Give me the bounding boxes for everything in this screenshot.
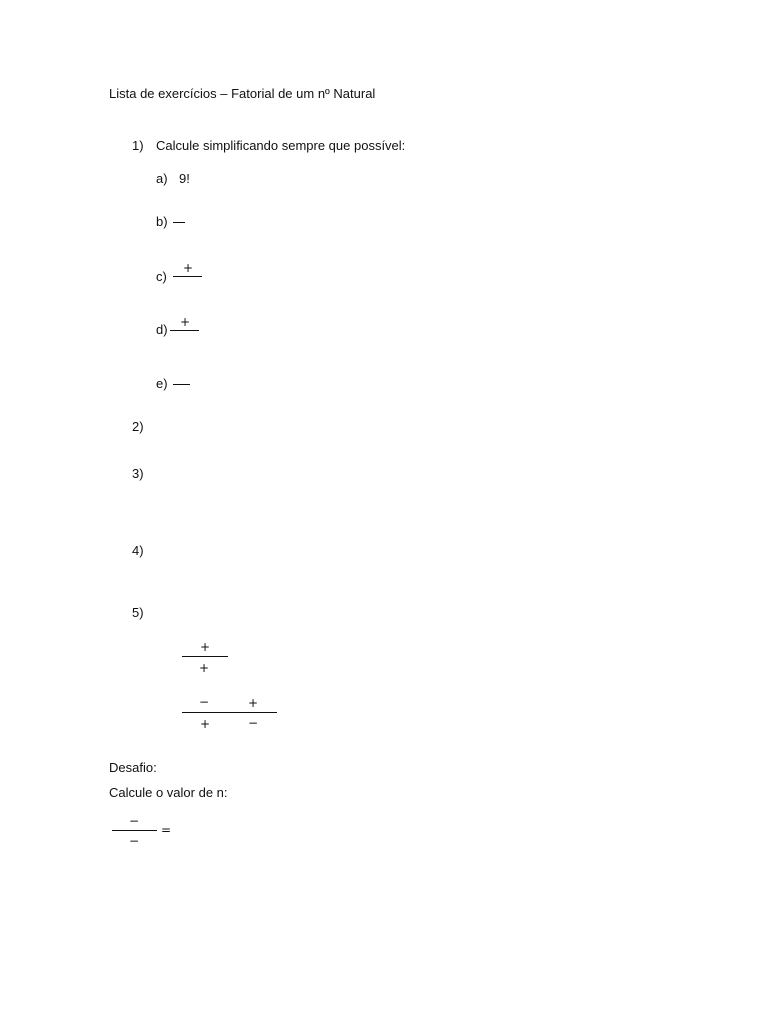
item-d-label: d): [156, 322, 168, 337]
item-b-fraction-bar: [173, 222, 185, 223]
question-1-text: Calcule simplificando sempre que possível:: [156, 138, 406, 153]
question-5-number: 5): [132, 605, 144, 620]
challenge-title: Desafio:: [109, 760, 157, 775]
challenge-numerator-minus: −: [129, 814, 140, 828]
question-4-number: 4): [132, 543, 144, 558]
q5-fraction2-numerator-plus: +: [248, 696, 259, 710]
challenge-instruction: Calcule o valor de n:: [109, 785, 228, 800]
question-3-number: 3): [132, 466, 144, 481]
question-2-number: 2): [132, 419, 144, 434]
q5-fraction2-numerator-minus: −: [199, 695, 210, 709]
page-title: Lista de exercícios – Fatorial de um nº Natural: [109, 86, 376, 101]
q5-fraction1-numerator-plus: +: [200, 640, 211, 654]
item-c-fraction-bar: [173, 276, 202, 277]
challenge-denominator-minus: −: [129, 834, 140, 848]
q5-fraction1-denominator-plus: +: [199, 661, 210, 675]
item-c-numerator-plus: +: [183, 261, 194, 275]
challenge-equals-sign: =: [161, 823, 172, 837]
challenge-fraction-bar: [112, 830, 157, 831]
question-1-number: 1): [132, 138, 144, 153]
item-d-fraction-bar: [170, 330, 199, 331]
q5-fraction1-bar: [182, 656, 228, 657]
q5-fraction2-denominator-minus: −: [248, 716, 259, 730]
item-b-label: b): [156, 214, 168, 229]
item-c-label: c): [156, 269, 167, 284]
item-d-numerator-plus: +: [180, 315, 191, 329]
q5-fraction2-bar: [182, 712, 277, 713]
item-e-label: e): [156, 376, 168, 391]
item-a-expression: 9!: [179, 171, 190, 186]
item-e-fraction-bar: [173, 384, 190, 385]
q5-fraction2-denominator-plus: +: [200, 717, 211, 731]
item-a-label: a): [156, 171, 168, 186]
